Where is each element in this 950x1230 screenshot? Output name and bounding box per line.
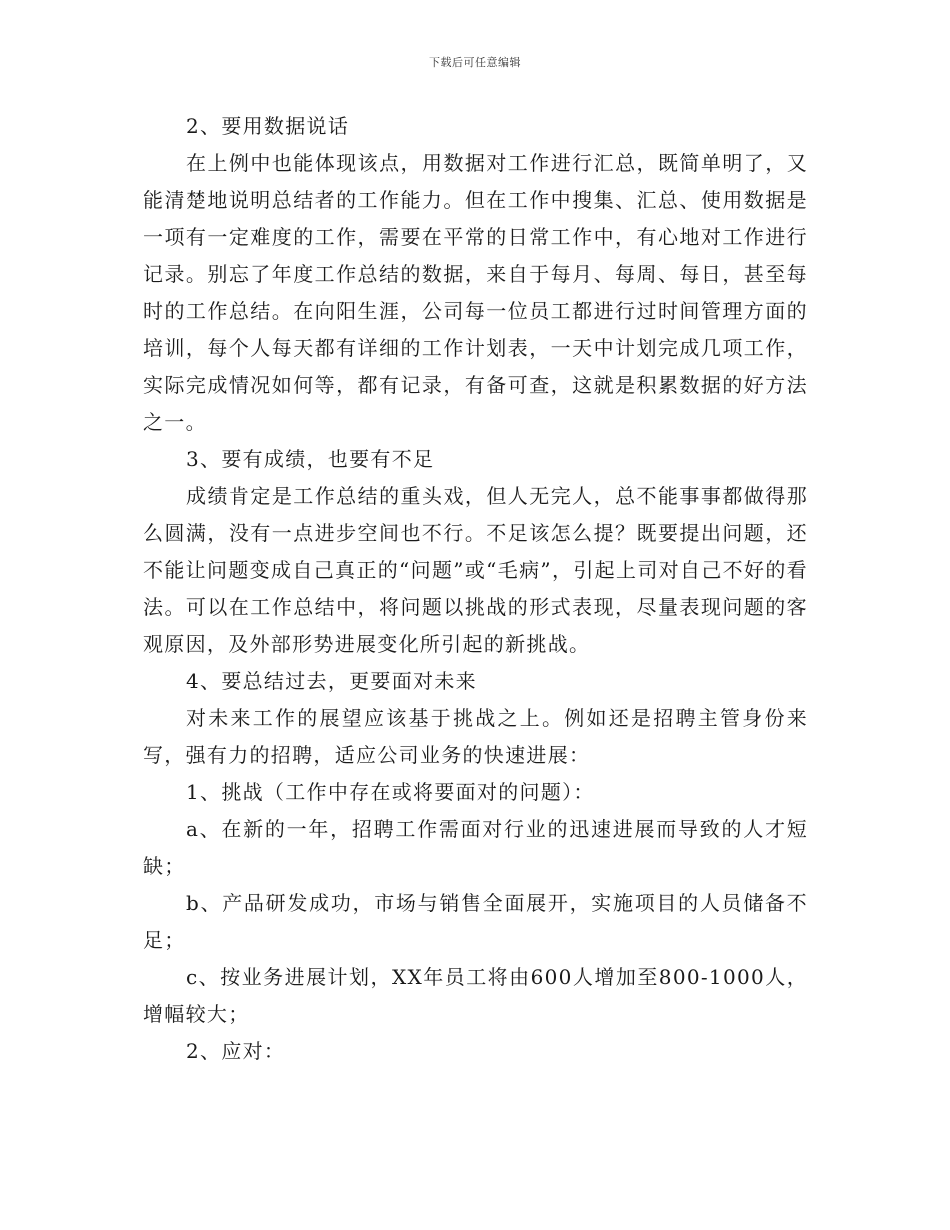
heading-past-and-future: 4、要总结过去，更要面对未来	[186, 669, 477, 693]
download-note: 下载后可任意编辑	[429, 56, 521, 69]
list-item-a: a、在新的一年，招聘工作需面对行业的迅速进展而导致的人才短缺；	[143, 817, 808, 878]
heading-achievements-shortcomings: 3、要有成绩，也要有不足	[186, 447, 435, 471]
list-item-c: c、按业务进展计划，XX年员工将由600人增加至800-1000人，增幅较大；	[143, 965, 808, 1026]
list-heading-response: 2、应对：	[186, 1039, 286, 1063]
list-item-b: b、产品研发成功，市场与销售全面展开，实施项目的人员储备不足；	[143, 891, 808, 952]
document-body	[143, 108, 808, 1070]
paragraph-achievements-shortcomings: 成绩肯定是工作总结的重头戏，但人无完人，总不能事事都做得那么圆满，没有一点进步空间也不行。不足该怎么提？既要提出问题，还不能让问题变成自己真正的“问题”或“毛病”，引起上司对自己不好的看法。可以在工作总结中，将问题以挑战的形式表现，尽量表现问题的客观原因，及外部形势进展变化所引起的新挑战。	[143, 484, 808, 656]
list-heading-challenges: 1、挑战（工作中存在或将要面对的问题）：	[186, 780, 595, 804]
paragraph-use-data: 在上例中也能体现该点，用数据对工作进行汇总，既简单明了，又能清楚地说明总结者的工作能力。但在工作中搜集、汇总、使用数据是一项有一定难度的工作，需要在平常的日常工作中，有心地对工作进行记录。别忘了年度工作总结的数据，来自于每月、每周、每日，甚至每时的工作总结。在向阳生涯，公司每一位员工都进行过时间管理方面的培训，每个人每天都有详细的工作计划表，一天中计划完成几项工作，实际完成情况如何等，都有记录，有备可查，这就是积累数据的好方法之一。	[143, 151, 808, 434]
heading-use-data: 2、要用数据说话	[186, 114, 350, 138]
paragraph-future-outlook: 对未来工作的展望应该基于挑战之上。例如还是招聘主管身份来写，强有力的招聘，适应公司业务的快速进展：	[143, 706, 808, 767]
